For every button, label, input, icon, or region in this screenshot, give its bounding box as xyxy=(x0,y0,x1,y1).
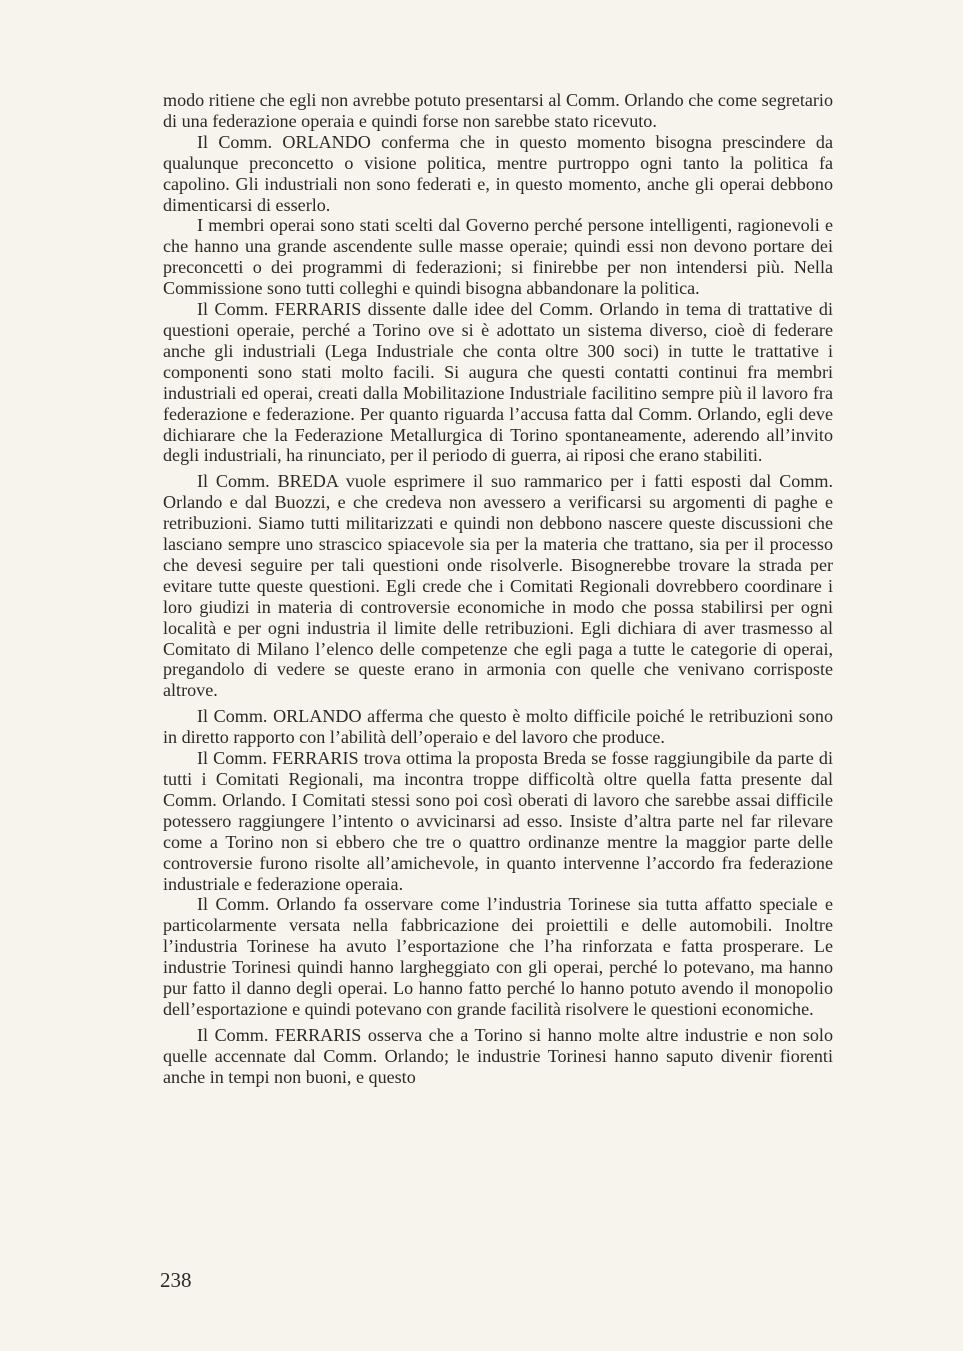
paragraph: Il Comm. Orlando fa osservare come l’industria Torinese sia tutta affatto speciale e particolarmente versata nella fabbricazione dei proiettili e delle automobili. Inoltre l’industria Torinese ha avuto l’esportazione che l’ha rinforzata e fatta prosperare. Le industrie Torinesi quindi hanno largheggiato con gli operai, perché lo potevano, ma hanno pur fatto il danno degli operai. Lo hanno fatto perché lo hanno potuto avendo il monopolio dell’esportazione e quindi potevano con grande facilità risolvere le questioni economiche. xyxy=(163,894,833,1019)
paragraph: Il Comm. FERRARIS dissente dalle idee del Comm. Orlando in tema di trattative di questioni operaie, perché a Torino ove si è adottato un sistema diverso, cioè di federare anche gli industriali (Lega Industriale che conta oltre 300 soci) in tutte le trattative i componenti sono stati molto facili. Si augura che questi contatti continui fra membri industriali ed operai, creati dalla Mobilitazione Industriale facilitino sempre più il lavoro fra federazione e federazione. Per quanto riguarda l’accusa fatta dal Comm. Orlando, egli deve dichiarare che la Federazione Metallurgica di Torino spontaneamente, aderendo all’invito degli industriali, ha rinunciato, per il periodo di guerra, ai riposi che erano stabiliti. xyxy=(163,299,833,466)
body-text xyxy=(163,90,833,1088)
paragraph: Il Comm. ORLANDO conferma che in questo momento bisogna prescindere da qualunque preconcetto o visione politica, mentre purtroppo ogni tanto la politica fa capolino. Gli industriali non sono federati e, in questo momento, anche gli operai debbono dimenticarsi di esserlo. xyxy=(163,131,833,215)
page-number: 238 xyxy=(160,1268,192,1292)
paragraph: Il Comm. ORLANDO afferma che questo è molto difficile poiché le retribuzioni sono in diretto rapporto con l’abilità dell’operaio e del lavoro che produce. xyxy=(163,706,833,748)
paragraph: I membri operai sono stati scelti dal Governo perché persone intelligenti, ragionevoli e che hanno una grande ascendente sulle masse operaie; quindi essi non devono portare dei preconcetti o dei programmi di federazioni; si finirebbe per non intendersi più. Nella Commissione sono tutti colleghi e quindi bisogna abbandonare la politica. xyxy=(163,215,833,299)
paragraph: Il Comm. FERRARIS trova ottima la proposta Breda se fosse raggiungibile da parte di tutti i Comitati Regionali, ma incontra troppe difficoltà oltre quella fatta presente dal Comm. Orlando. I Comitati stessi sono poi così oberati di lavoro che sarebbe assai difficile potessero raggiungere l’intento o avvicinarsi ad esso. Insiste d’altra parte nel far rilevare come a Torino non si ebbero che tre o quattro ordinanze mentre la maggior parte delle controversie furono risolte all’amichevole, in quanto intervenne l’accordo fra federazione industriale e federazione operaia. xyxy=(163,748,833,894)
paragraph: modo ritiene che egli non avrebbe potuto presentarsi al Comm. Orlando che come segretario di una federazione operaia e quindi forse non sarebbe stato ricevuto. xyxy=(163,90,833,131)
paragraph: Il Comm. FERRARIS osserva che a Torino si hanno molte altre industrie e non solo quelle accennate dal Comm. Orlando; le industrie Torinesi hanno saputo divenir fiorenti anche in tempi non buoni, e questo xyxy=(163,1024,833,1087)
paragraph: Il Comm. BREDA vuole esprimere il suo rammarico per i fatti esposti dal Comm. Orlando e dal Buozzi, e che credeva non avessero a verificarsi su argomenti di paghe e retribuzioni. Siamo tutti militarizzati e quindi non debbono nascere queste discussioni che lasciano sempre uno strascico spiacevole sia per la materia che trattano, sia per il processo che devesi seguire per tali questioni onde risolverle. Bisognerebbe trovare la strada per evitare tutte queste questioni. Egli crede che i Comitati Regionali dovrebbero coordinare i loro giudizi in materia di controversie economiche in modo che possa stabilirsi per ogni località e per ogni industria il limite delle retribuzioni. Egli dichiara di aver trasmesso al Comitato di Milano l’elenco delle competenze che egli paga a tutte le categorie di operai, pregandolo di vedere se queste erano in armonia con quelle che venivano corrisposte altrove. xyxy=(163,471,833,701)
